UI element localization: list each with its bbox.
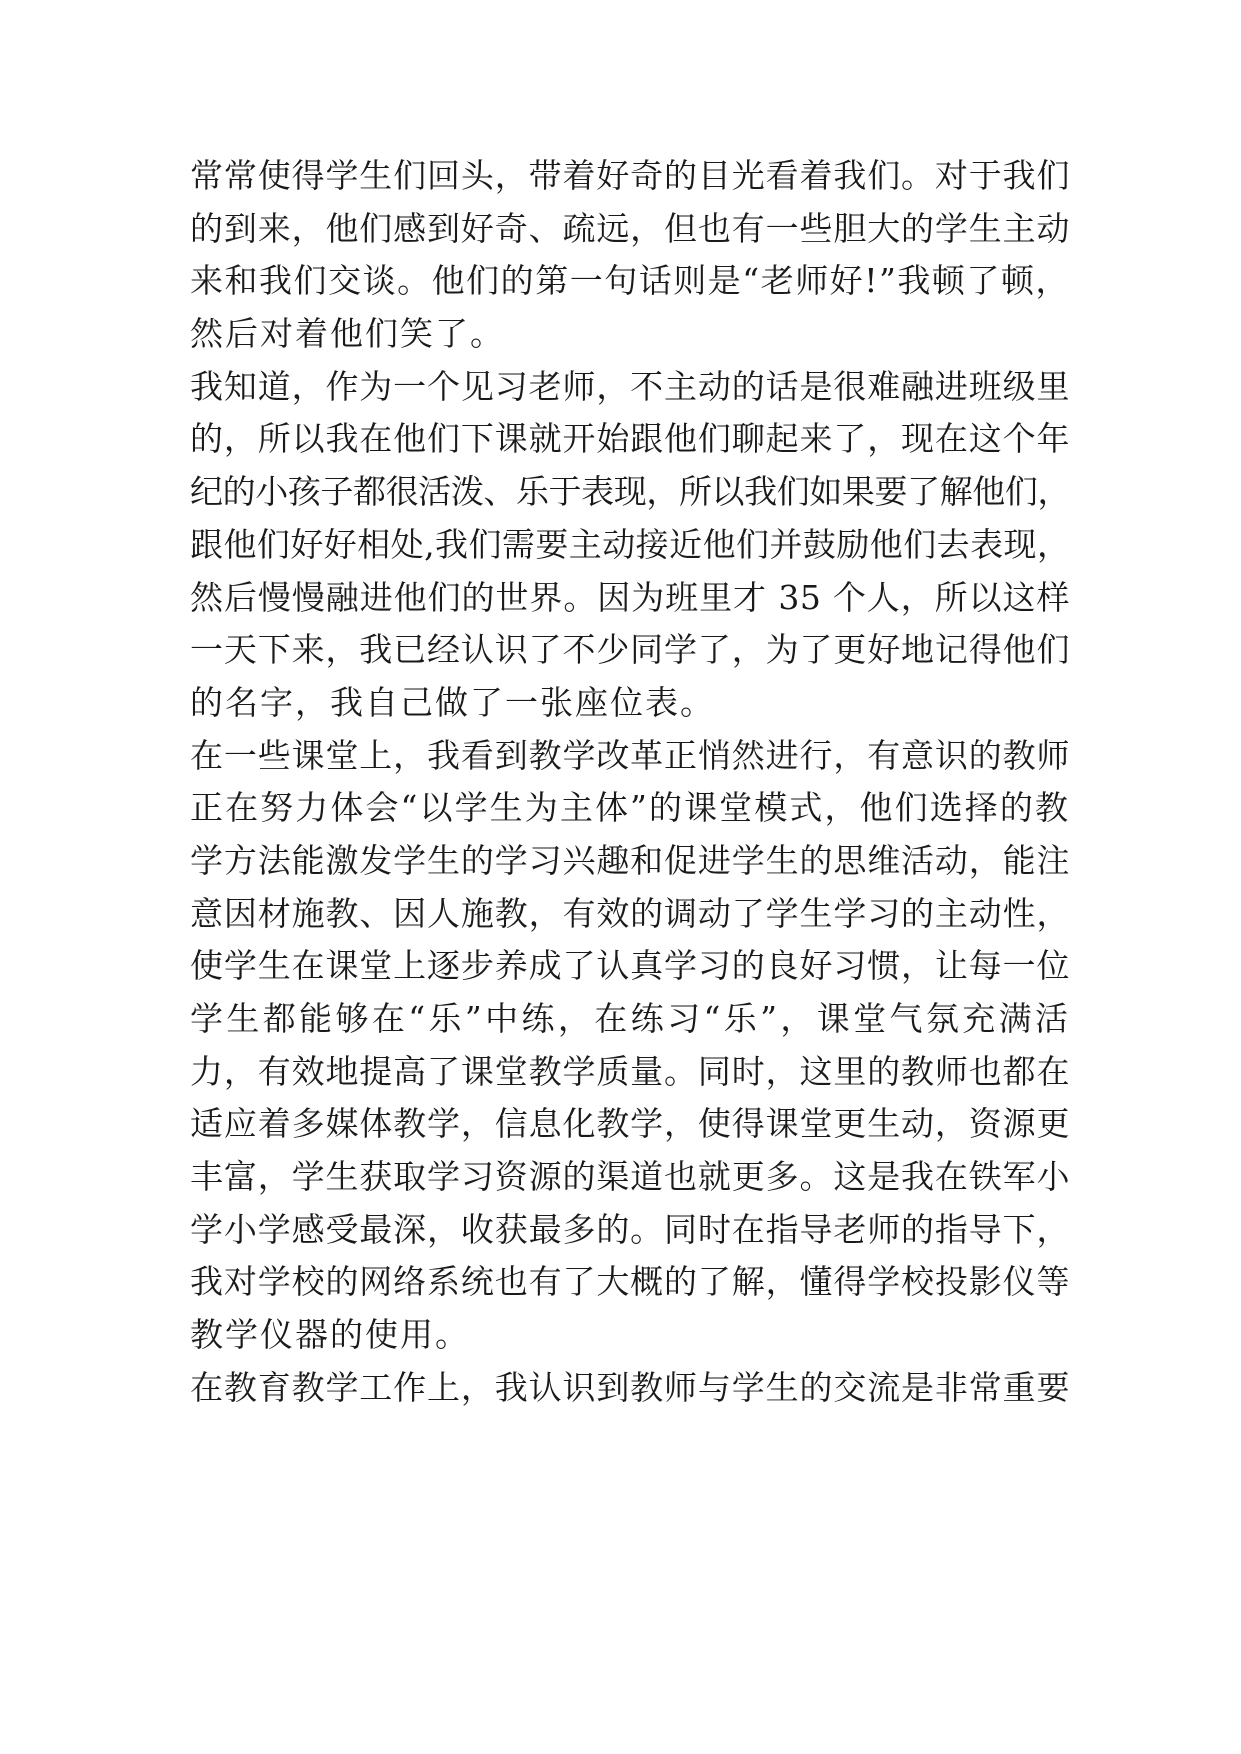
text-line: 然后对着他们笑了。 [190,314,505,354]
text-line: 在教育教学工作上，我认识到教师与学生的交流是非常重要 [190,1367,1070,1407]
text-line: 的到来，他们感到好奇、疏远，但也有一些胆大的学生主动 [190,208,1070,248]
text-line: 在一些课堂上，我看到教学改革正悄然进行，有意识的教师 [190,735,1070,775]
text-line: 然后慢慢融进他们的世界。因为班里才 35 个人，所以这样 [190,577,1070,617]
text-line: 我知道，作为一个见习老师，不主动的话是很难融进班级里 [190,366,1070,406]
text-line: 纪的小孩子都很活泼、乐于表现，所以我们如果要了解他们， [190,472,1070,512]
text-line: 意因材施教、因人施教，有效的调动了学生学习的主动性， [190,893,1070,933]
text-line: 学方法能激发学生的学习兴趣和促进学生的思维活动，能注 [190,840,1070,880]
text-line: 常常使得学生们回头，带着好奇的目光看着我们。对于我们 [190,156,1070,195]
text-line: 正在努力体会“以学生为主体”的课堂模式，他们选择的教 [190,788,1070,828]
text-line: 适应着多媒体教学，信息化教学，使得课堂更生动，资源更 [190,1104,1070,1144]
text-line: 来和我们交谈。他们的第一句话则是“老师好!”我顿了顿， [190,261,1070,301]
body-text [190,150,1070,1415]
text-line: 学生都能够在“乐”中练，在练习“乐”，课堂气氛充满活 [190,999,1070,1038]
text-line: 的名字，我自己做了一张座位表。 [190,682,715,722]
text-line: 的，所以我在他们下课就开始跟他们聊起来了，现在这个年 [190,419,1070,459]
text-line: 一天下来，我已经认识了不少同学了，为了更好地记得他们 [190,630,1070,670]
text-line: 教学仪器的使用。 [190,1315,470,1355]
text-line: 丰富，学生获取学习资源的渠道也就更多。这是我在铁军小 [190,1157,1070,1197]
text-line: 学小学感受最深，收获最多的。同时在指导老师的指导下， [190,1209,1070,1249]
text-line: 跟他们好好相处,我们需要主动接近他们并鼓励他们去表现， [190,524,1070,564]
text-line: 使学生在课堂上逐步养成了认真学习的良好习惯，让每一位 [190,946,1070,986]
text-line: 我对学校的网络系统也有了大概的了解，懂得学校投影仪等 [190,1262,1070,1302]
text-line: 力，有效地提高了课堂教学质量。同时，这里的教师也都在 [190,1051,1070,1091]
